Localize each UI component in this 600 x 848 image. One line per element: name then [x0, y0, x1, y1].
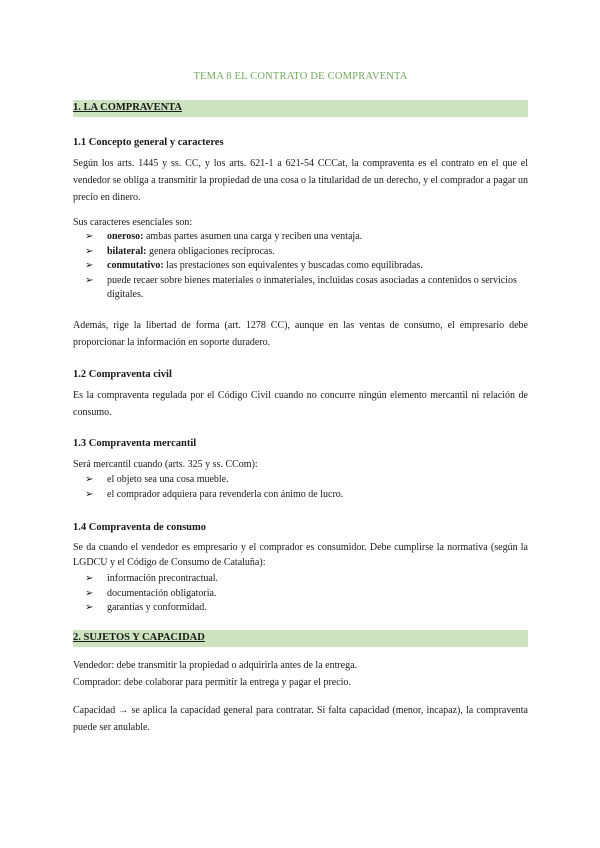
list-item: ➢ documentación obligatoria. — [85, 587, 528, 602]
list-item: ➢ puede recaer sobre bienes materiales o inmateriales, incluidas cosas asociadas a contenidos o servicios digitales. — [85, 274, 517, 300]
list-item: ➢ conmutativo: las prestaciones son equivalentes y buscadas como equilibradas. — [85, 259, 528, 274]
mercantile-list — [85, 473, 528, 502]
subsection-1-3-intro: Será mercantil cuando (arts. 325 y ss. CCom): — [73, 459, 258, 470]
subsection-1-4-heading: 1.4 Compraventa de consumo — [73, 522, 206, 533]
characters-intro: Sus caracteres esenciales son: — [73, 217, 193, 228]
section-1-heading: 1. LA COMPRAVENTA — [73, 102, 182, 113]
list-item: ➢ oneroso: ambas partes asumen una carga y reciben una ventaja. — [85, 230, 528, 245]
bullet-arrow-icon: ➢ — [85, 260, 94, 271]
list-item: ➢ garantías y conformidad. — [85, 601, 528, 616]
bullet-arrow-icon: ➢ — [85, 231, 94, 242]
bullet-arrow-icon: ➢ — [85, 573, 94, 584]
list-item: ➢ el comprador adquiera para revenderla con ánimo de lucro. — [85, 488, 528, 503]
list-item: ➢ el objeto sea una cosa mueble. — [85, 473, 528, 488]
bullet-arrow-icon: ➢ — [85, 274, 94, 286]
seller-line: Vendedor: debe transmitir la propiedad o adquirirla antes de la entrega. — [73, 660, 358, 671]
bullet-arrow-icon: ➢ — [85, 602, 94, 613]
bullet-arrow-icon: ➢ — [85, 474, 94, 485]
section-2-heading: 2. SUJETOS Y CAPACIDAD — [73, 632, 205, 643]
section-2-bar — [73, 630, 528, 647]
list-item: ➢ información precontractual. — [85, 572, 528, 587]
capacity-paragraph: Capacidad → se aplica la capacidad general para contratar. Si falta capacidad (menor, incapaz), la compraventa puede ser anulable. — [73, 705, 528, 733]
bullet-arrow-icon: ➢ — [85, 245, 94, 257]
bullet-arrow-icon: ➢ — [85, 488, 94, 500]
characters-list — [85, 230, 528, 303]
list-item: ➢ bilateral: genera obligaciones recíprocas. — [85, 245, 528, 260]
bullet-arrow-icon: ➢ — [85, 587, 94, 599]
consumer-list — [85, 572, 528, 616]
subsection-1-1-paragraph: Según los arts. 1445 y ss. CC, y los arts. 621-1 a 621-54 CCCat, la compraventa es el contrato en el que el vendedor se obliga a transmitir la propiedad de una cosa o la titularidad de un derecho, y el comprador a pagar un precio en dinero. — [73, 158, 528, 203]
subsection-1-2-heading: 1.2 Compraventa civil — [73, 369, 172, 380]
section-1-bar — [73, 100, 528, 117]
document-title: TEMA 8 EL CONTRATO DE COMPRAVENTA — [193, 71, 408, 82]
subsection-1-2-paragraph: Es la compraventa regulada por el Código Civil cuando no concurre ningún elemento mercantil ni relación de consumo. — [73, 390, 528, 418]
form-freedom-paragraph: Además, rige la libertad de forma (art. 1278 CC), aunque en las ventas de consumo, el empresario debe proporcionar la información en soporte duradero. — [73, 320, 528, 348]
subsection-1-4-paragraph: Se da cuando el vendedor es empresario y el comprador es consumidor. Debe cumplirse la normativa (según la LGDCU y el Código de Consumo de Cataluña): — [73, 542, 528, 568]
subsection-1-1-heading: 1.1 Concepto general y caracteres — [73, 137, 224, 148]
subsection-1-3-heading: 1.3 Compraventa mercantil — [73, 438, 197, 449]
buyer-line: Comprador: debe colaborar para permitir la entrega y pagar el precio. — [73, 677, 351, 688]
